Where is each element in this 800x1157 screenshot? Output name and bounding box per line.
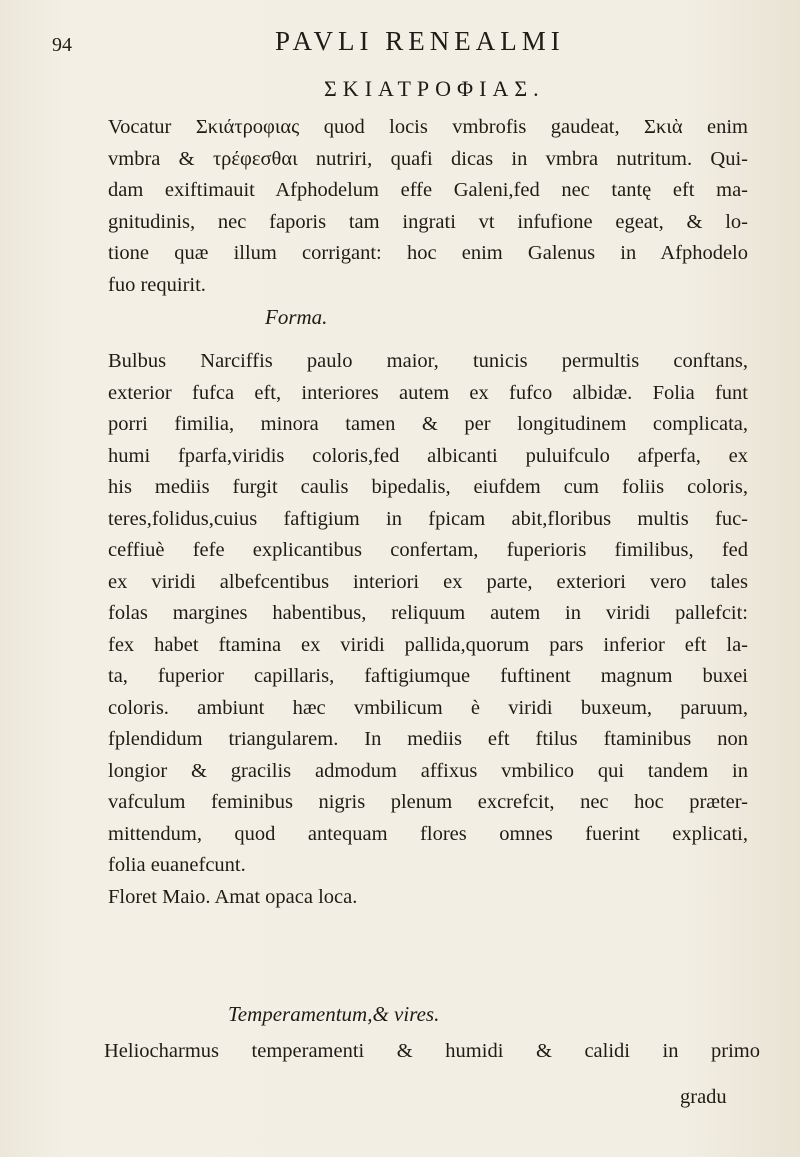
text-line: porri fimilia, minora tamen & per longitudinem complicata, <box>108 413 748 435</box>
subheading-forma: Forma. <box>265 305 328 329</box>
text-line: ceffiuè fefe explicantibus confertam, fuperioris fimilibus, fed <box>108 539 748 561</box>
text-line: folia euanefcunt. <box>108 854 246 876</box>
section-title: ΣΚΙΑΤΡΟΦΙΑΣ. <box>324 76 545 101</box>
text-line: longior & gracilis admodum affixus vmbilico qui tandem in <box>108 759 748 782</box>
text-line: teres,folidus,cuius faftigium in fpicam abit,floribus multis fuc- <box>108 507 748 530</box>
text-line: folas margines habentibus, reliquum autem in viridi pallefcit: <box>108 602 748 624</box>
text-line: vmbra & τρέφεσθαι nutriri, quafi dicas in vmbra nutritum. Qui- <box>108 147 748 170</box>
text-line: Floret Maio. Amat opaca loca. <box>108 885 358 908</box>
text-line: tione quæ illum corrigant: hoc enim Galenus in Afphodelo <box>108 242 748 264</box>
page-number: 94 <box>52 34 72 56</box>
paragraph-etymology <box>108 112 748 301</box>
paragraph-forma <box>108 346 748 913</box>
subheading-temperamentum: Temperamentum,& vires. <box>228 1002 440 1026</box>
text-line: fuo requirit. <box>108 273 206 296</box>
catchword: gradu <box>680 1086 727 1108</box>
text-line: Vocatur Σκιάτροφιας quod locis vmbrofis gaudeat, Σκιὰ enim <box>108 116 748 138</box>
text-line: coloris. ambiunt hæc vmbilicum è viridi buxeum, paruum, <box>108 696 748 719</box>
text-line: ta, fuperior capillaris, faftigiumque fuftinent magnum buxei <box>108 665 748 687</box>
text-line: vafculum feminibus nigris plenum excrefcit, nec hoc præter- <box>108 791 748 813</box>
text-line: mittendum, quod antequam flores omnes fuerint explicati, <box>108 822 748 845</box>
text-line: Heliocharmus temperamenti & humidi & calidi in primo <box>104 1040 760 1062</box>
text-line: Bulbus Narciffis paulo maior, tunicis permultis conftans, <box>108 350 748 372</box>
text-line: fplendidum triangularem. In mediis eft ftilus ftaminibus non <box>108 728 748 750</box>
text-line: fex habet ftamina ex viridi pallida,quorum pars inferior eft la- <box>108 633 748 656</box>
text-line: ex viridi albefcentibus interiori ex parte, exteriori vero tales <box>108 570 748 593</box>
text-line: exterior fufca eft, interiores autem ex fufco albidæ. Folia funt <box>108 381 748 404</box>
text-line: gnitudinis, nec faporis tam ingrati vt infufione egeat, & lo- <box>108 210 748 233</box>
text-line: his mediis furgit caulis bipedalis, eiufdem cum foliis coloris, <box>108 476 748 498</box>
paragraph-temperamentum <box>104 1036 760 1068</box>
running-head: PAVLI RENEALMI <box>275 26 565 56</box>
text-line: humi fparfa,viridis coloris,fed albicanti puluifculo afperfa, ex <box>108 444 748 467</box>
text-line: dam exiftimauit Afphodelum effe Galeni,fed nec tantę eft ma- <box>108 179 748 201</box>
